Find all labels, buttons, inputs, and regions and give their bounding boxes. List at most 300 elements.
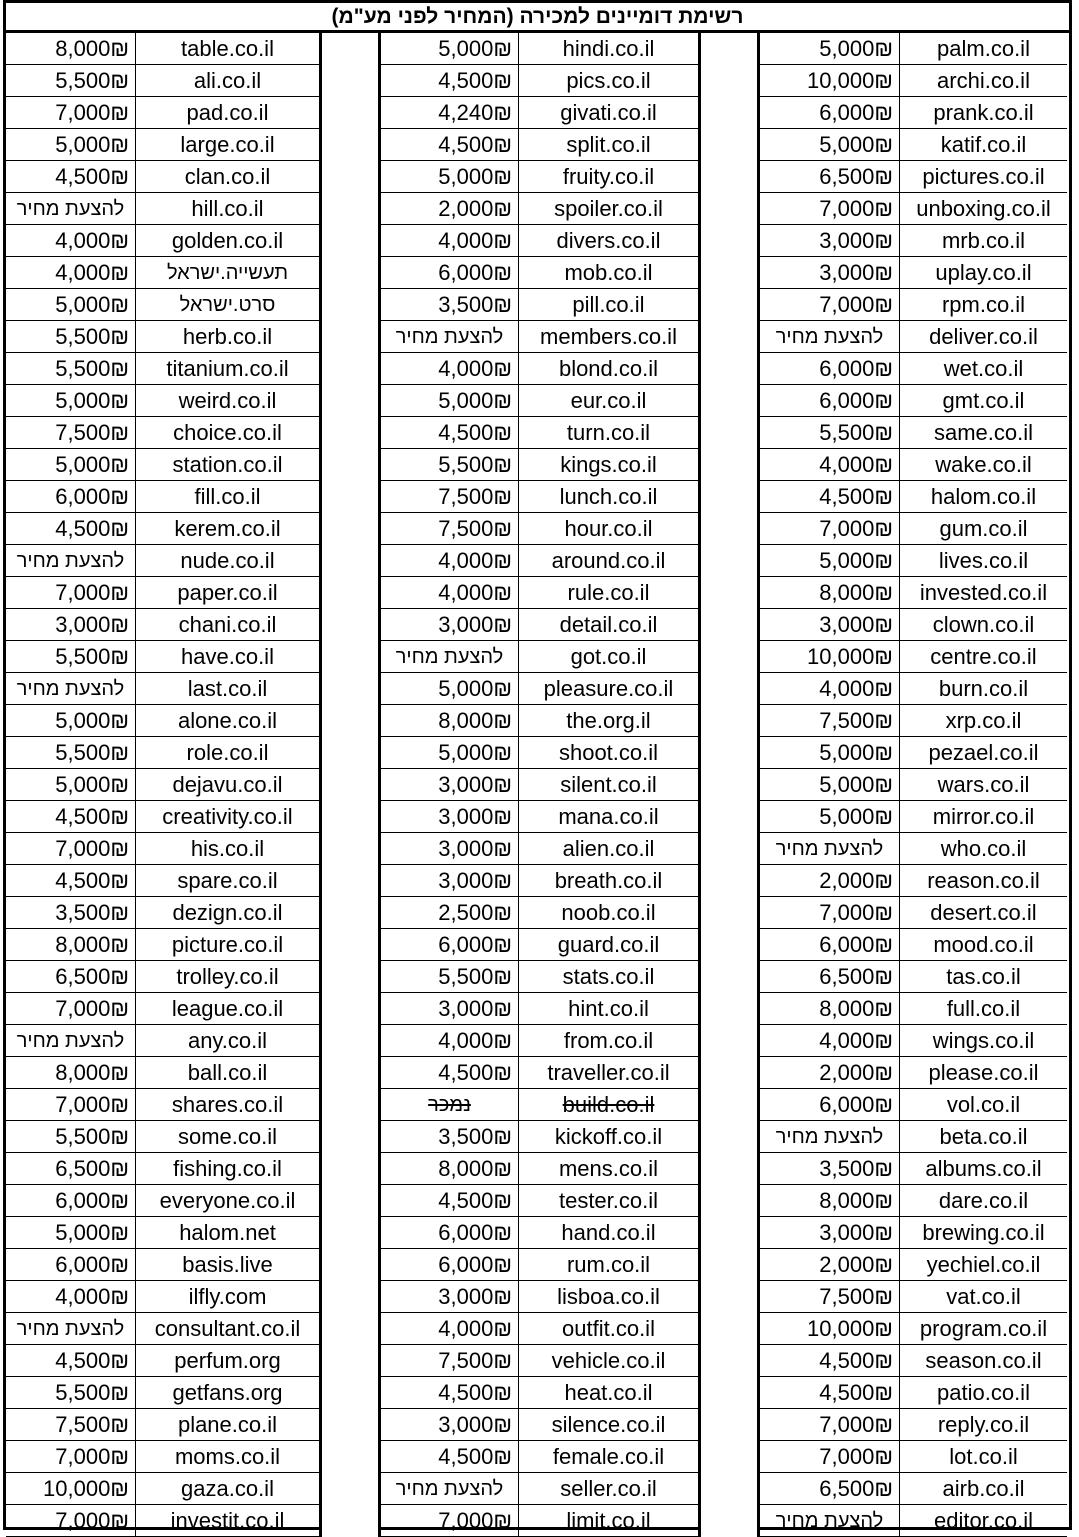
column-gap	[701, 1121, 760, 1153]
column-gap	[322, 1217, 381, 1249]
domain-cell: paper.co.il	[136, 577, 322, 609]
price-cell: 10,000₪	[760, 65, 900, 97]
domain-cell: dejavu.co.il	[136, 769, 322, 801]
column-gap	[701, 833, 760, 865]
column-gap	[322, 193, 381, 225]
domain-cell: centre.co.il	[900, 641, 1067, 673]
domain-cell: heat.co.il	[519, 1377, 701, 1409]
column-gap	[322, 769, 381, 801]
domain-cell: gum.co.il	[900, 513, 1067, 545]
column-gap	[701, 1025, 760, 1057]
domain-cell: role.co.il	[136, 737, 322, 769]
price-cell: 6,500₪	[760, 161, 900, 193]
column-gap	[701, 1505, 760, 1537]
column-gap	[701, 1089, 760, 1121]
domain-cell: traveller.co.il	[519, 1057, 701, 1089]
domain-cell: gaza.co.il	[136, 1473, 322, 1505]
domain-cell: albums.co.il	[900, 1153, 1067, 1185]
price-cell: 4,240₪	[381, 97, 519, 129]
price-cell: להצעת מחיר	[760, 321, 900, 353]
price-cell: 8,000₪	[6, 929, 136, 961]
column-gap	[701, 1153, 760, 1185]
price-cell: 7,000₪	[760, 513, 900, 545]
price-cell: 8,000₪	[760, 993, 900, 1025]
domain-cell: outfit.co.il	[519, 1313, 701, 1345]
domain-cell: kickoff.co.il	[519, 1121, 701, 1153]
domain-price-grid	[6, 33, 1069, 1537]
domain-cell: airb.co.il	[900, 1473, 1067, 1505]
price-cell: 3,000₪	[381, 801, 519, 833]
price-cell: להצעת מחיר	[6, 673, 136, 705]
domain-cell: pad.co.il	[136, 97, 322, 129]
column-gap	[322, 1473, 381, 1505]
domain-cell: blond.co.il	[519, 353, 701, 385]
domain-cell: alone.co.il	[136, 705, 322, 737]
price-cell: 5,500₪	[760, 417, 900, 449]
column-gap	[701, 1057, 760, 1089]
domain-cell: season.co.il	[900, 1345, 1067, 1377]
domain-cell: reason.co.il	[900, 865, 1067, 897]
price-cell: 4,500₪	[381, 65, 519, 97]
domain-cell: pics.co.il	[519, 65, 701, 97]
price-cell: 5,500₪	[6, 1121, 136, 1153]
domain-cell: consultant.co.il	[136, 1313, 322, 1345]
price-cell: 4,000₪	[760, 1025, 900, 1057]
column-gap	[322, 801, 381, 833]
column-gap	[701, 1409, 760, 1441]
domain-cell: getfans.org	[136, 1377, 322, 1409]
column-gap	[701, 225, 760, 257]
column-gap	[322, 673, 381, 705]
price-cell: להצעת מחיר	[381, 641, 519, 673]
price-cell: 6,000₪	[381, 257, 519, 289]
domain-cell: pill.co.il	[519, 289, 701, 321]
domain-cell: gmt.co.il	[900, 385, 1067, 417]
price-cell: 7,000₪	[6, 1505, 136, 1537]
price-cell: 7,000₪	[6, 1441, 136, 1473]
price-cell: 4,000₪	[381, 225, 519, 257]
column-gap	[322, 897, 381, 929]
price-cell: 3,000₪	[760, 1217, 900, 1249]
column-gap	[701, 737, 760, 769]
domain-cell: choice.co.il	[136, 417, 322, 449]
price-cell: 6,000₪	[760, 385, 900, 417]
price-cell: 3,000₪	[760, 225, 900, 257]
column-gap	[322, 641, 381, 673]
domain-cell: divers.co.il	[519, 225, 701, 257]
domain-cell: tas.co.il	[900, 961, 1067, 993]
domain-cell: lunch.co.il	[519, 481, 701, 513]
price-cell: 6,000₪	[381, 1249, 519, 1281]
column-gap	[701, 1185, 760, 1217]
domain-cell: build.co.il	[519, 1089, 701, 1121]
price-cell: 6,000₪	[760, 97, 900, 129]
price-cell: 5,500₪	[381, 961, 519, 993]
price-cell: 4,000₪	[381, 1313, 519, 1345]
price-cell: 2,000₪	[760, 1057, 900, 1089]
column-gap	[322, 577, 381, 609]
domain-cell: stats.co.il	[519, 961, 701, 993]
price-cell: 7,000₪	[760, 897, 900, 929]
column-gap	[322, 65, 381, 97]
domain-cell: table.co.il	[136, 33, 322, 65]
price-cell: 5,000₪	[6, 1217, 136, 1249]
price-cell: 7,000₪	[760, 1409, 900, 1441]
price-cell: 4,000₪	[381, 1025, 519, 1057]
price-cell: 5,000₪	[381, 33, 519, 65]
price-cell: 5,500₪	[6, 737, 136, 769]
column-gap	[322, 1409, 381, 1441]
column-gap	[322, 961, 381, 993]
domain-cell: program.co.il	[900, 1313, 1067, 1345]
domain-cell: please.co.il	[900, 1057, 1067, 1089]
price-cell: 3,500₪	[760, 1153, 900, 1185]
price-cell: להצעת מחיר	[760, 1505, 900, 1537]
domain-cell: picture.co.il	[136, 929, 322, 961]
column-gap	[701, 929, 760, 961]
column-gap	[701, 705, 760, 737]
column-gap	[701, 513, 760, 545]
domain-cell: last.co.il	[136, 673, 322, 705]
price-cell: 4,500₪	[381, 1185, 519, 1217]
price-cell: 3,000₪	[760, 609, 900, 641]
domain-cell: rule.co.il	[519, 577, 701, 609]
column-gap	[701, 417, 760, 449]
domain-cell: kings.co.il	[519, 449, 701, 481]
domain-cell: hand.co.il	[519, 1217, 701, 1249]
domain-cell: seller.co.il	[519, 1473, 701, 1505]
column-gap	[701, 545, 760, 577]
column-gap	[701, 193, 760, 225]
domain-cell: pictures.co.il	[900, 161, 1067, 193]
price-cell: 5,000₪	[6, 769, 136, 801]
column-gap	[322, 993, 381, 1025]
price-cell: 2,000₪	[381, 193, 519, 225]
price-cell: 3,500₪	[381, 1121, 519, 1153]
column-gap	[701, 801, 760, 833]
domain-cell: basis.live	[136, 1249, 322, 1281]
column-gap	[322, 1345, 381, 1377]
price-cell: 8,000₪	[6, 1057, 136, 1089]
column-gap	[701, 321, 760, 353]
price-cell: 5,500₪	[6, 321, 136, 353]
domain-cell: desert.co.il	[900, 897, 1067, 929]
domain-cell: titanium.co.il	[136, 353, 322, 385]
price-cell: 5,000₪	[381, 385, 519, 417]
column-gap	[322, 225, 381, 257]
price-cell: 4,500₪	[6, 801, 136, 833]
domain-cell: have.co.il	[136, 641, 322, 673]
domain-cell: invested.co.il	[900, 577, 1067, 609]
price-cell: 6,000₪	[760, 929, 900, 961]
price-cell: 3,000₪	[6, 609, 136, 641]
domain-cell: spoiler.co.il	[519, 193, 701, 225]
price-cell: 4,500₪	[6, 865, 136, 897]
price-cell: 7,500₪	[760, 705, 900, 737]
column-gap	[322, 1377, 381, 1409]
price-cell: 7,000₪	[760, 289, 900, 321]
price-cell: 5,000₪	[6, 385, 136, 417]
domain-cell: vat.co.il	[900, 1281, 1067, 1313]
price-cell: 7,500₪	[760, 1281, 900, 1313]
domain-cell: givati.co.il	[519, 97, 701, 129]
price-cell: 6,500₪	[6, 1153, 136, 1185]
domain-cell: fishing.co.il	[136, 1153, 322, 1185]
domain-cell: xrp.co.il	[900, 705, 1067, 737]
domain-cell: burn.co.il	[900, 673, 1067, 705]
domain-cell: station.co.il	[136, 449, 322, 481]
price-cell: 2,000₪	[760, 1249, 900, 1281]
domain-cell: detail.co.il	[519, 609, 701, 641]
domain-cell: same.co.il	[900, 417, 1067, 449]
price-cell: נמכר	[381, 1089, 519, 1121]
price-cell: להצעת מחיר	[760, 1121, 900, 1153]
price-cell: 5,000₪	[760, 33, 900, 65]
column-gap	[322, 1281, 381, 1313]
domain-cell: wars.co.il	[900, 769, 1067, 801]
price-cell: להצעת מחיר	[6, 193, 136, 225]
domain-cell: mood.co.il	[900, 929, 1067, 961]
column-gap	[322, 737, 381, 769]
column-gap	[701, 1377, 760, 1409]
price-cell: 5,000₪	[381, 737, 519, 769]
domain-cell: from.co.il	[519, 1025, 701, 1057]
price-cell: להצעת מחיר	[381, 321, 519, 353]
column-gap	[322, 513, 381, 545]
column-gap	[322, 33, 381, 65]
domain-cell: weird.co.il	[136, 385, 322, 417]
price-cell: 5,500₪	[6, 641, 136, 673]
price-cell: 4,500₪	[381, 1377, 519, 1409]
domain-cell: ball.co.il	[136, 1057, 322, 1089]
domain-cell: shares.co.il	[136, 1089, 322, 1121]
price-cell: 7,000₪	[760, 1441, 900, 1473]
column-gap	[701, 1473, 760, 1505]
column-gap	[701, 673, 760, 705]
column-gap	[322, 609, 381, 641]
domain-cell: perfum.org	[136, 1345, 322, 1377]
column-gap	[322, 353, 381, 385]
domain-cell: lives.co.il	[900, 545, 1067, 577]
domain-cell: split.co.il	[519, 129, 701, 161]
price-cell: 6,000₪	[381, 929, 519, 961]
column-gap	[701, 449, 760, 481]
domain-cell: silent.co.il	[519, 769, 701, 801]
column-gap	[322, 449, 381, 481]
domain-cell: league.co.il	[136, 993, 322, 1025]
column-gap	[322, 1089, 381, 1121]
domain-cell: yechiel.co.il	[900, 1249, 1067, 1281]
price-cell: 4,500₪	[381, 1441, 519, 1473]
price-cell: 5,000₪	[6, 705, 136, 737]
price-cell: 5,000₪	[381, 161, 519, 193]
column-gap	[322, 289, 381, 321]
price-cell: 3,000₪	[381, 865, 519, 897]
price-cell: 3,000₪	[381, 609, 519, 641]
price-cell: 4,000₪	[6, 225, 136, 257]
domain-cell: pezael.co.il	[900, 737, 1067, 769]
column-gap	[322, 1313, 381, 1345]
domain-cell: trolley.co.il	[136, 961, 322, 993]
sheet-title: רשימת דומיינים למכירה (המחיר לפני מע"מ)	[6, 3, 1069, 33]
domain-cell: unboxing.co.il	[900, 193, 1067, 225]
column-gap	[701, 641, 760, 673]
domain-cell: vol.co.il	[900, 1089, 1067, 1121]
domain-cell: eur.co.il	[519, 385, 701, 417]
column-gap	[322, 417, 381, 449]
column-gap	[322, 161, 381, 193]
domain-cell: rum.co.il	[519, 1249, 701, 1281]
domain-cell: archi.co.il	[900, 65, 1067, 97]
domain-cell: ali.co.il	[136, 65, 322, 97]
domain-cell: the.org.il	[519, 705, 701, 737]
price-cell: 5,000₪	[6, 289, 136, 321]
domain-cell: wake.co.il	[900, 449, 1067, 481]
column-gap	[701, 1345, 760, 1377]
price-cell: 5,000₪	[760, 769, 900, 801]
domain-cell: patio.co.il	[900, 1377, 1067, 1409]
domain-cell: creativity.co.il	[136, 801, 322, 833]
price-cell: 4,500₪	[381, 417, 519, 449]
price-cell: 6,000₪	[760, 353, 900, 385]
domain-price-sheet	[3, 0, 1072, 1533]
domain-cell: members.co.il	[519, 321, 701, 353]
domain-cell: got.co.il	[519, 641, 701, 673]
domain-cell: spare.co.il	[136, 865, 322, 897]
price-cell: 7,500₪	[381, 1345, 519, 1377]
domain-cell: fill.co.il	[136, 481, 322, 513]
domain-cell: silence.co.il	[519, 1409, 701, 1441]
price-cell: 6,000₪	[381, 1217, 519, 1249]
price-cell: 7,000₪	[381, 1505, 519, 1537]
domain-cell: female.co.il	[519, 1441, 701, 1473]
price-cell: 7,000₪	[6, 993, 136, 1025]
domain-cell: mirror.co.il	[900, 801, 1067, 833]
price-cell: 8,000₪	[6, 33, 136, 65]
price-cell: 5,500₪	[6, 65, 136, 97]
domain-cell: nude.co.il	[136, 545, 322, 577]
price-cell: 4,000₪	[760, 673, 900, 705]
domain-cell: editor.co.il	[900, 1505, 1067, 1537]
column-gap	[701, 609, 760, 641]
column-gap	[701, 161, 760, 193]
domain-cell: large.co.il	[136, 129, 322, 161]
column-gap	[701, 97, 760, 129]
domain-cell: brewing.co.il	[900, 1217, 1067, 1249]
price-cell: 6,500₪	[760, 961, 900, 993]
domain-cell: tester.co.il	[519, 1185, 701, 1217]
column-gap	[322, 1057, 381, 1089]
domain-cell: fruity.co.il	[519, 161, 701, 193]
column-gap	[701, 769, 760, 801]
column-gap	[701, 33, 760, 65]
column-gap	[322, 929, 381, 961]
domain-cell: hindi.co.il	[519, 33, 701, 65]
domain-cell: תעשייה.ישראל	[136, 257, 322, 289]
price-cell: 5,000₪	[760, 129, 900, 161]
price-cell: להצעת מחיר	[381, 1473, 519, 1505]
price-cell: להצעת מחיר	[6, 545, 136, 577]
domain-cell: noob.co.il	[519, 897, 701, 929]
price-cell: 4,500₪	[6, 1345, 136, 1377]
price-cell: 3,000₪	[381, 833, 519, 865]
domain-cell: halom.net	[136, 1217, 322, 1249]
price-cell: 5,000₪	[6, 129, 136, 161]
domain-cell: pleasure.co.il	[519, 673, 701, 705]
price-cell: 4,500₪	[760, 1377, 900, 1409]
column-gap	[322, 1249, 381, 1281]
price-cell: 4,000₪	[6, 257, 136, 289]
column-gap	[701, 385, 760, 417]
domain-cell: wet.co.il	[900, 353, 1067, 385]
price-cell: 8,000₪	[381, 705, 519, 737]
domain-cell: deliver.co.il	[900, 321, 1067, 353]
price-cell: 4,500₪	[381, 129, 519, 161]
price-cell: 2,500₪	[381, 897, 519, 929]
domain-cell: shoot.co.il	[519, 737, 701, 769]
domain-cell: lisboa.co.il	[519, 1281, 701, 1313]
column-gap	[701, 289, 760, 321]
column-gap	[701, 481, 760, 513]
price-cell: 5,000₪	[6, 449, 136, 481]
domain-cell: everyone.co.il	[136, 1185, 322, 1217]
column-gap	[701, 897, 760, 929]
domain-cell: mens.co.il	[519, 1153, 701, 1185]
price-cell: 8,000₪	[760, 1185, 900, 1217]
column-gap	[322, 1121, 381, 1153]
price-cell: 10,000₪	[760, 641, 900, 673]
domain-cell: dezign.co.il	[136, 897, 322, 929]
domain-cell: סרט.ישראל	[136, 289, 322, 321]
price-cell: 4,000₪	[381, 353, 519, 385]
domain-cell: dare.co.il	[900, 1185, 1067, 1217]
domain-cell: kerem.co.il	[136, 513, 322, 545]
price-cell: 3,000₪	[381, 1281, 519, 1313]
column-gap	[701, 353, 760, 385]
price-cell: 7,000₪	[6, 97, 136, 129]
domain-cell: chani.co.il	[136, 609, 322, 641]
price-cell: 5,500₪	[6, 1377, 136, 1409]
column-gap	[322, 129, 381, 161]
domain-cell: plane.co.il	[136, 1409, 322, 1441]
column-gap	[701, 961, 760, 993]
domain-cell: rpm.co.il	[900, 289, 1067, 321]
price-cell: 7,500₪	[381, 481, 519, 513]
domain-cell: halom.co.il	[900, 481, 1067, 513]
price-cell: 4,500₪	[760, 481, 900, 513]
domain-cell: lot.co.il	[900, 1441, 1067, 1473]
price-cell: 6,000₪	[6, 1249, 136, 1281]
price-cell: 7,500₪	[6, 1409, 136, 1441]
domain-cell: mana.co.il	[519, 801, 701, 833]
column-gap	[701, 865, 760, 897]
price-cell: 6,500₪	[6, 961, 136, 993]
column-gap	[701, 1313, 760, 1345]
price-cell: 6,000₪	[760, 1089, 900, 1121]
price-cell: 7,000₪	[6, 1089, 136, 1121]
price-cell: 5,500₪	[6, 353, 136, 385]
column-gap	[701, 1281, 760, 1313]
domain-cell: clown.co.il	[900, 609, 1067, 641]
price-cell: 4,500₪	[6, 161, 136, 193]
price-cell: 4,000₪	[760, 449, 900, 481]
price-cell: 2,000₪	[760, 865, 900, 897]
domain-cell: vehicle.co.il	[519, 1345, 701, 1377]
domain-cell: any.co.il	[136, 1025, 322, 1057]
column-gap	[701, 1249, 760, 1281]
price-cell: 7,000₪	[760, 193, 900, 225]
domain-cell: golden.co.il	[136, 225, 322, 257]
